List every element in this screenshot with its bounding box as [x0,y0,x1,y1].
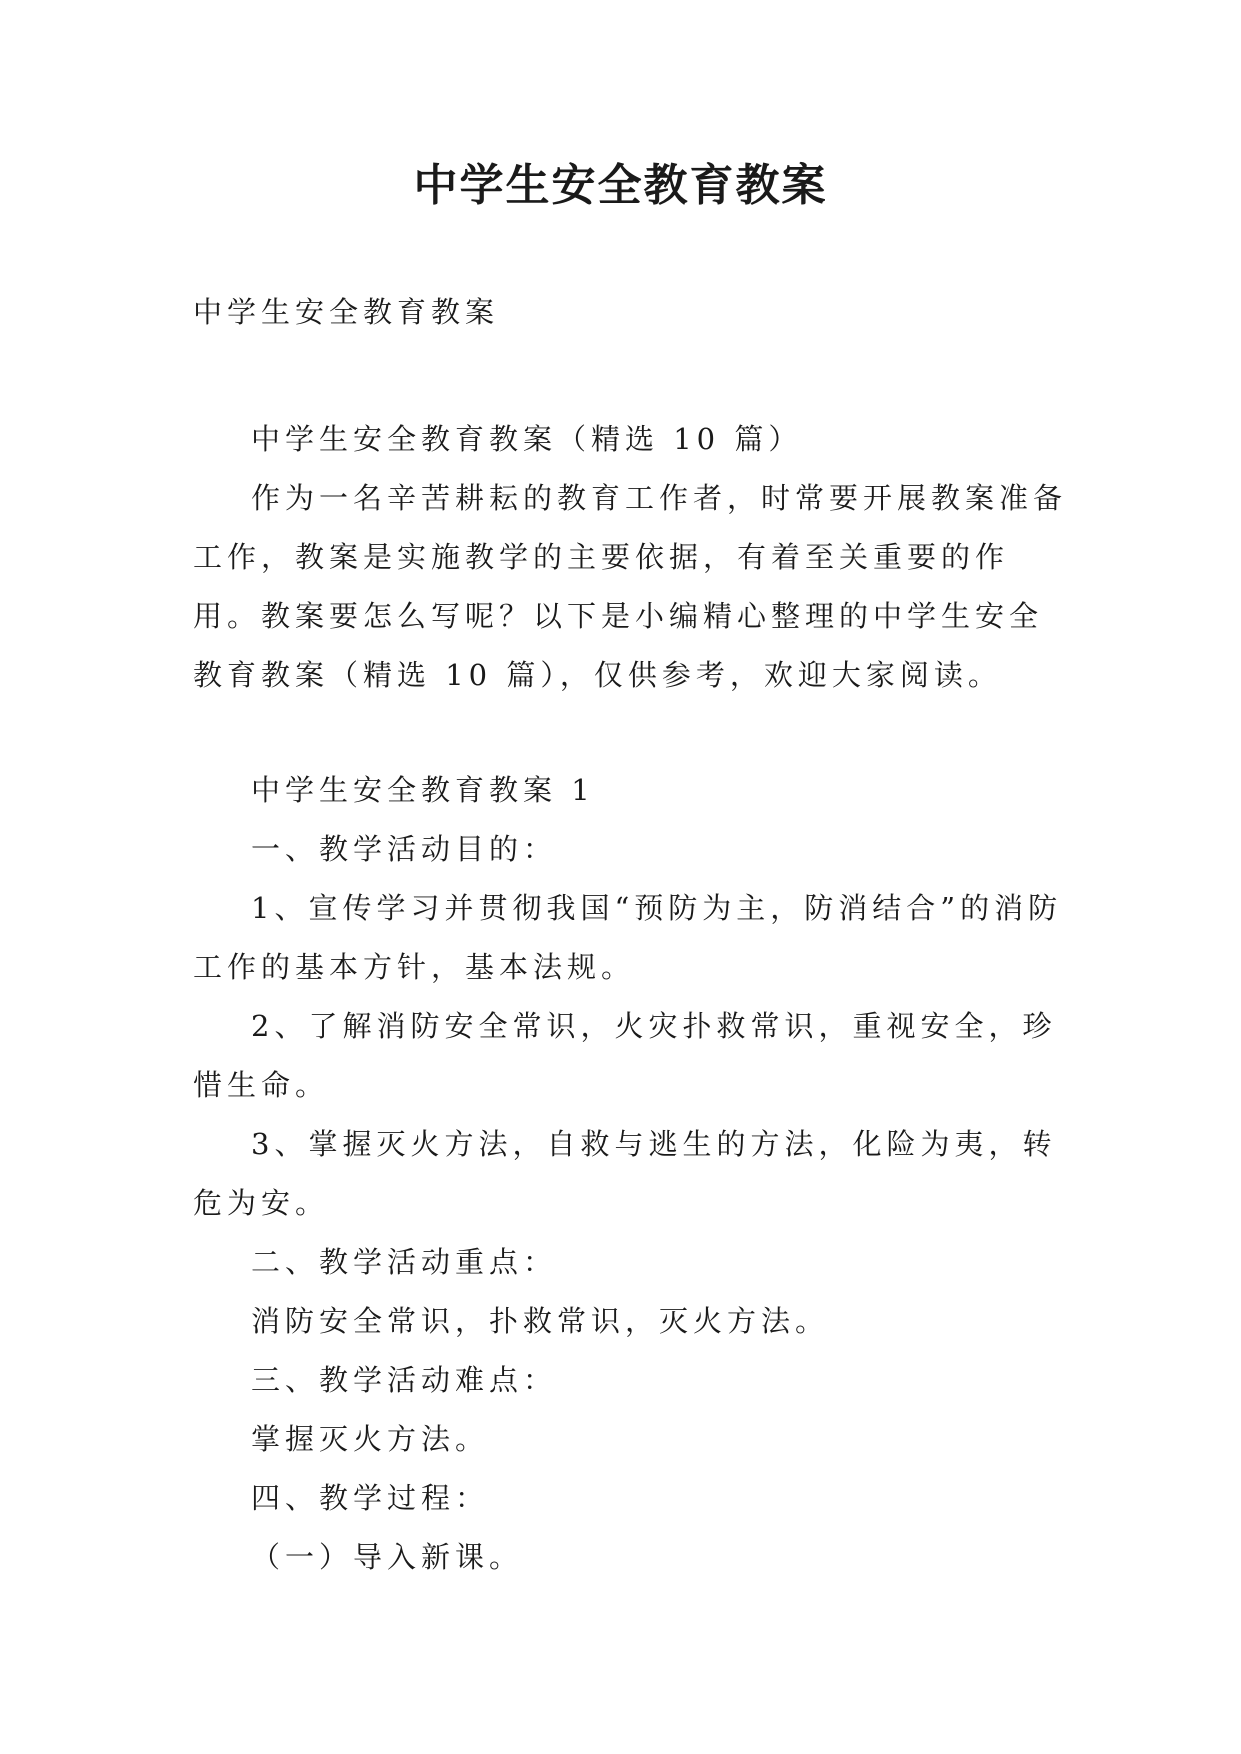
paragraph-key-points-heading: 二、教学活动重点： [251,1245,558,1279]
paragraph-process-heading: 四、教学过程： [251,1481,490,1515]
paragraph-collection-heading: 中学生安全教育教案（精选 10 篇） [251,422,803,456]
paragraph-section-heading: 中学生安全教育教案 1 [251,773,595,807]
document-subtitle: 中学生安全教育教案 [193,295,500,329]
paragraph-process-step-1: （一）导入新课。 [251,1540,524,1574]
paragraph-objective-2: 2、了解消防安全常识，火灾扑救常识，重视安全，珍惜生命。 [193,1009,1057,1102]
paragraph-objectives-heading: 一、教学活动目的： [251,832,558,866]
paragraph-difficulties: 掌握灭火方法。 [251,1422,490,1456]
paragraph-gap [193,705,1073,761]
document-body [193,410,1073,1587]
paragraph-key-points: 消防安全常识，扑救常识，灭火方法。 [251,1304,830,1338]
paragraph-objective-1: 1、宣传学习并贯彻我国“预防为主，防消结合”的消防工作的基本方针，基本法规。 [193,891,1063,984]
paragraph-intro: 作为一名辛苦耕耘的教育工作者，时常要开展教案准备工作，教案是实施教学的主要依据，有着至关重要的作用。教案要怎么写呢？以下是小编精心整理的中学生安全教育教案（精选 10 篇），仅供参考，欢迎大家阅读。 [193,481,1068,692]
paragraph-objective-3: 3、掌握灭火方法，自救与逃生的方法，化险为夷，转危为安。 [193,1127,1057,1220]
document-title: 中学生安全教育教案 [413,160,828,211]
paragraph-difficulties-heading: 三、教学活动难点： [251,1363,558,1397]
